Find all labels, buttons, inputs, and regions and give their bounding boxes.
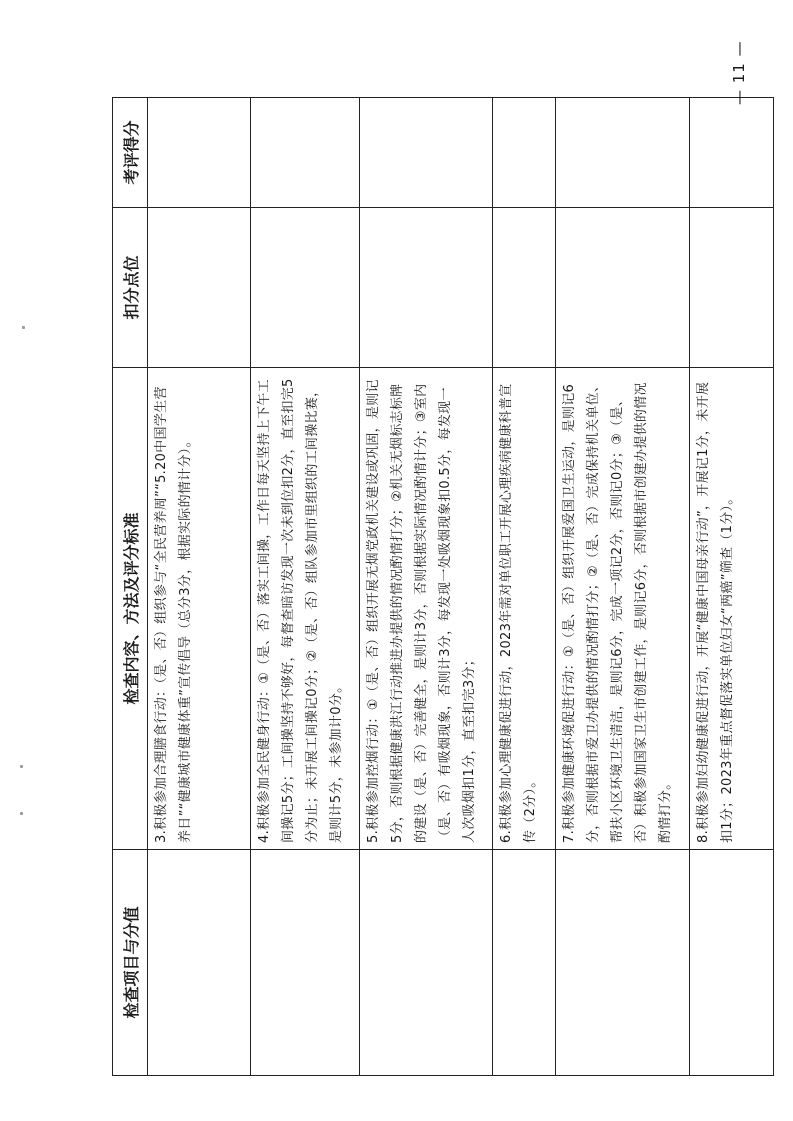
page-number: — 11 — [730,40,748,105]
content-cell: 5.积极参加控烟行动：①（是、否）组织开展无烟党政机关建设或巩固，是则记5分，否则根据健康洪江行动推进办提供的情况酌情打分；②机关无烟标志标牌的建设（是、否）完善健全，是则计3分，否则根据实际情况酌情计分；③室内（是、否）有吸烟现象，否则计3分，每发现一处吸烟现象扣0.5分，每发现一人次吸烟扣1分，直至扣完3分； [359,368,492,850]
content-cell: 6.积极参加心理健康促进行动，2023年需对单位职工开展心理疾病健康科普宣传（2分）。 [492,368,555,850]
scan-speck [20,765,23,768]
item-cell [148,850,251,1076]
scan-speck [20,812,23,815]
scan-speck [22,326,25,329]
table-row [689,98,773,1076]
content-cell: 4.积极参加全民健身行动：①（是、否）落实工间操，工作日每天坚持上下午工间操记5分；工间操坚持不够好，每督查暗访发现一次未到位扣2分，直至扣完5分为止；未开展工间操记0分；②（是、否）组队参加市里组织的工间操比赛，是则计5分，未参加计0分。 [251,368,360,850]
table-row [555,98,689,1076]
deduction-cell [492,208,555,368]
content-cell: 3.积极参加合理膳食行动：（是、否）组织参与“全民营养周”“5.20中国学生营养日”“健康城市健康体重”宣传倡导（总分3分，根据实际的情计分）。 [148,368,251,850]
deduction-cell [359,208,492,368]
table-row [359,98,492,1076]
table-row [492,98,555,1076]
table-row [148,98,251,1076]
score-cell [555,98,689,208]
deduction-cell [555,208,689,368]
header-evaluation-score: 考评得分 [113,98,148,208]
table-row [251,98,360,1076]
content-cell: 7.积极参加健康环境促进行动：①（是、否）组织开展爱国卫生运动，是则记6分，否则根据市爱卫办提供的情况酌情打分；②（是、否）完成保持机关单位、帮扶小区环境卫生清洁，是则记6分，完成一项记2分，否则记0分；③（是、否）积极参加国家卫生市创建工作，是则记6分，否则根据市创建办提供的情况酌情打分。 [555,368,689,850]
header-item-score: 检查项目与分值 [113,850,148,1076]
item-cell [359,850,492,1076]
header-content-method: 检查内容、方法及评分标准 [113,368,148,850]
table-header-row [113,98,148,1076]
item-cell [251,850,360,1076]
evaluation-table [112,97,774,1076]
score-cell [359,98,492,208]
score-cell [148,98,251,208]
score-cell [492,98,555,208]
score-cell [251,98,360,208]
item-cell [689,850,773,1076]
deduction-cell [251,208,360,368]
item-cell [492,850,555,1076]
score-cell [689,98,773,208]
deduction-cell [689,208,773,368]
rotated-table-wrapper [112,98,774,1076]
content-cell: 8.积极参加妇幼健康促进行动，开展“健康中国母亲行动”，开展记1分，未开展扣1分；2023年重点督促落实单位妇女“两癌”筛查（1分）。 [689,368,773,850]
item-cell [555,850,689,1076]
deduction-cell [148,208,251,368]
header-deduction-point: 扣分点位 [113,208,148,368]
